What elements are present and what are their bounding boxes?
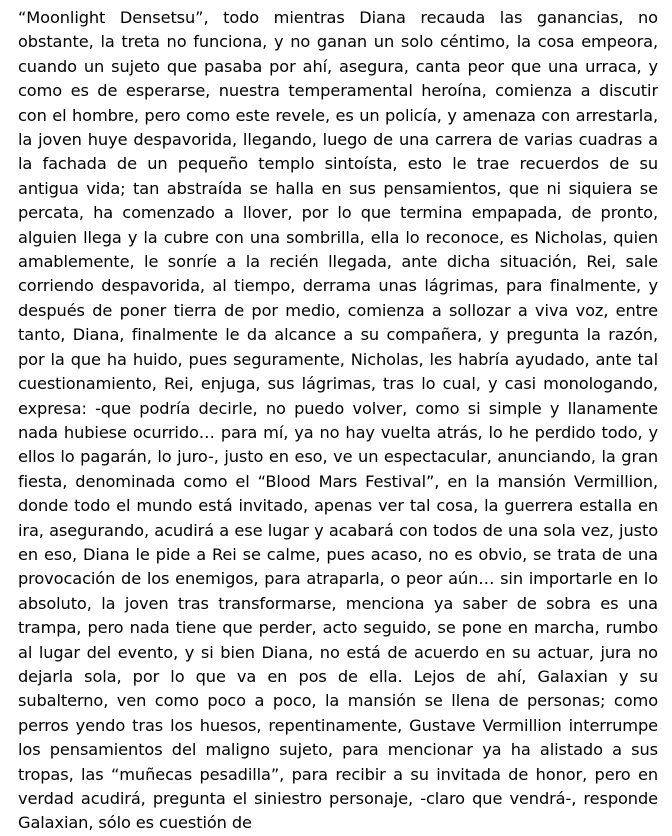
body-paragraph: “Moonlight Densetsu”, todo mientras Diana recauda las ganancias, no obstante, la treta no funciona, y no ganan un solo céntimo, la cosa empeora, cuando un sujeto que pasaba por ahí, asegura, canta peor que una urraca, y como es de esperarse, nuestra temperamental heroína, comienza a discutir con el hombre, pero como este revele, es un policía, y amenaza con arrestarla, la joven huye despavorida, llegando, luego de una carrera de varias cuadras a la fachada de un pequeño templo sintoísta, esto le trae recuerdos de su antigua vida; tan abstraída se halla en sus pensamientos, que ni siquiera se percata, ha comenzado a llover, por lo que termina empapada, de pronto, alguien llega y la cubre con una sombrilla, ella lo reconoce, es Nicholas, quien amablemente, le sonríe a la recién llegada, ante dicha situación, Rei, sale corriendo despavorida, al tiempo, derrama unas lágrimas, para finalmente, y después de poner tierra de por medio, comienza a sollozar a viva voz, entre tanto, Diana, finalmente le da alcance a su compañera, y pregunta la razón, por la que ha huido, pues seguramente, Nicholas, les habría ayudado, ante tal cuestionamiento, Rei, enjuga, sus lágrimas, tras lo cual, y casi monologando, expresa: -que podría decirle, no puedo volver, como si simple y llanamente nada hubiese ocurrido… para mí, ya no hay vuelta atrás, lo he perdido todo, y ellos lo pagarán, lo juro-, justo en eso, ve un espectacular, anunciando, la gran fiesta, denominada como el “Blood Mars Festival”, en la mansión Vermillion, donde todo el mundo está invitado, apenas ver tal cosa, la guerrera estalla en ira, asegurando, acudirá a ese lugar y acabará con todos de una sola vez, justo en eso, Diana le pide a Rei se calme, pues acaso, no es obvio, se trata de una provocación de los enemigos, para atraparla, o peor aún… sin importarle en lo absoluto, la joven tras transformarse, menciona ya saber de sobra es una trampa, pero nada tiene que perder, acto seguido, se pone en marcha, rumbo al lugar del evento, y si bien Diana, no está de acuerdo en su actuar, jura no dejarla sola, por lo que va en pos de ella. Lejos de ahí, Galaxian y su subalterno, ven como poco a poco, la mansión se llena de personas; como perros yendo tras los huesos, repentinamente, Gustave Vermillion interrumpe los pensamientos del maligno sujeto, para mencionar ya ha alistado a sus tropas, las “muñecas pesadilla”, para recibir a su invitada de honor, pero en verdad acudirá, pregunta el siniestro personaje, -claro que vendrá-, responde Galaxian, sólo es cuestión de [18,8,658,833]
